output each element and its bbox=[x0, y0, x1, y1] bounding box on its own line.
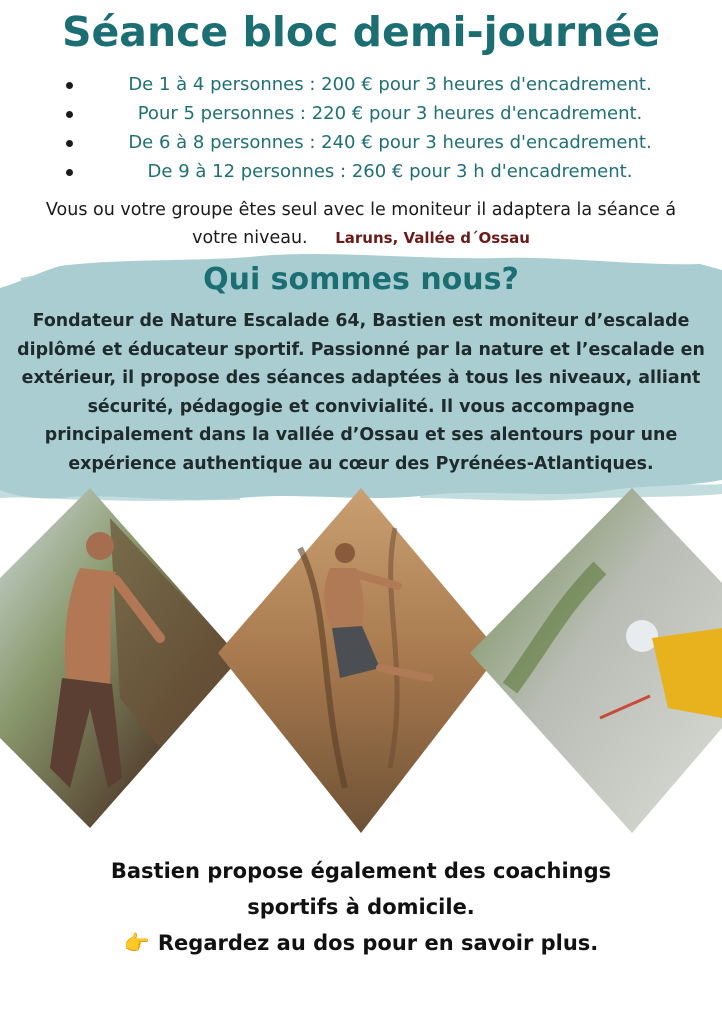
cta-line: Regardez au dos pour en savoir plus. bbox=[157, 931, 599, 955]
pointing-hand-icon: 👉 bbox=[123, 931, 150, 955]
about-line: Fondateur de Nature Escalade 64, Bastien est moniteur d’escalade bbox=[32, 311, 690, 331]
about-text bbox=[0, 307, 722, 478]
cta-line-3 bbox=[0, 925, 722, 961]
coaching-callout bbox=[0, 853, 722, 961]
about-title: Qui sommes nous? bbox=[203, 262, 519, 297]
price-list bbox=[60, 70, 700, 186]
cta-line: sportifs à domicile. bbox=[247, 895, 475, 919]
intro-line: Vous ou votre groupe êtes seul avec le moniteur il adaptera la séance á bbox=[45, 200, 677, 220]
about-line: principalement dans la vallée d’Ossau et ses alentours pour une bbox=[44, 425, 678, 445]
location-label: Laruns, Vallée d´Ossau bbox=[335, 229, 530, 247]
price-item: De 6 à 8 personnes : 240 € pour 3 heures d'encadrement. bbox=[60, 128, 700, 157]
price-item: De 9 à 12 personnes : 260 € pour 3 h d'encadrement. bbox=[60, 157, 700, 186]
about-line: expérience authentique au cœur des Pyrénées-Atlantiques. bbox=[68, 453, 654, 474]
intro-text bbox=[0, 196, 722, 252]
about-line: diplômé et éducateur sportif. Passionné par la nature et l’escalade en bbox=[17, 339, 705, 360]
page-title: Séance bloc demi-journée bbox=[61, 8, 661, 56]
intro-line: votre niveau. bbox=[192, 228, 308, 248]
about-line: sécurité, pédagogie et convivialité. Il vous accompagne bbox=[87, 396, 635, 417]
about-line: extérieur, il propose des séances adaptées à tous les niveaux, alliant bbox=[21, 368, 701, 388]
price-item: De 1 à 4 personnes : 200 € pour 3 heures d'encadrement. bbox=[60, 70, 700, 99]
price-item: Pour 5 personnes : 220 € pour 3 heures d'encadrement. bbox=[60, 99, 700, 128]
climber-helmet-image bbox=[470, 488, 722, 833]
cta-line: Bastien propose également des coachings bbox=[110, 859, 612, 883]
climber-limestone-image bbox=[218, 488, 500, 833]
climbing-photo-collage bbox=[0, 488, 722, 833]
climber-portrait-image bbox=[0, 488, 240, 828]
